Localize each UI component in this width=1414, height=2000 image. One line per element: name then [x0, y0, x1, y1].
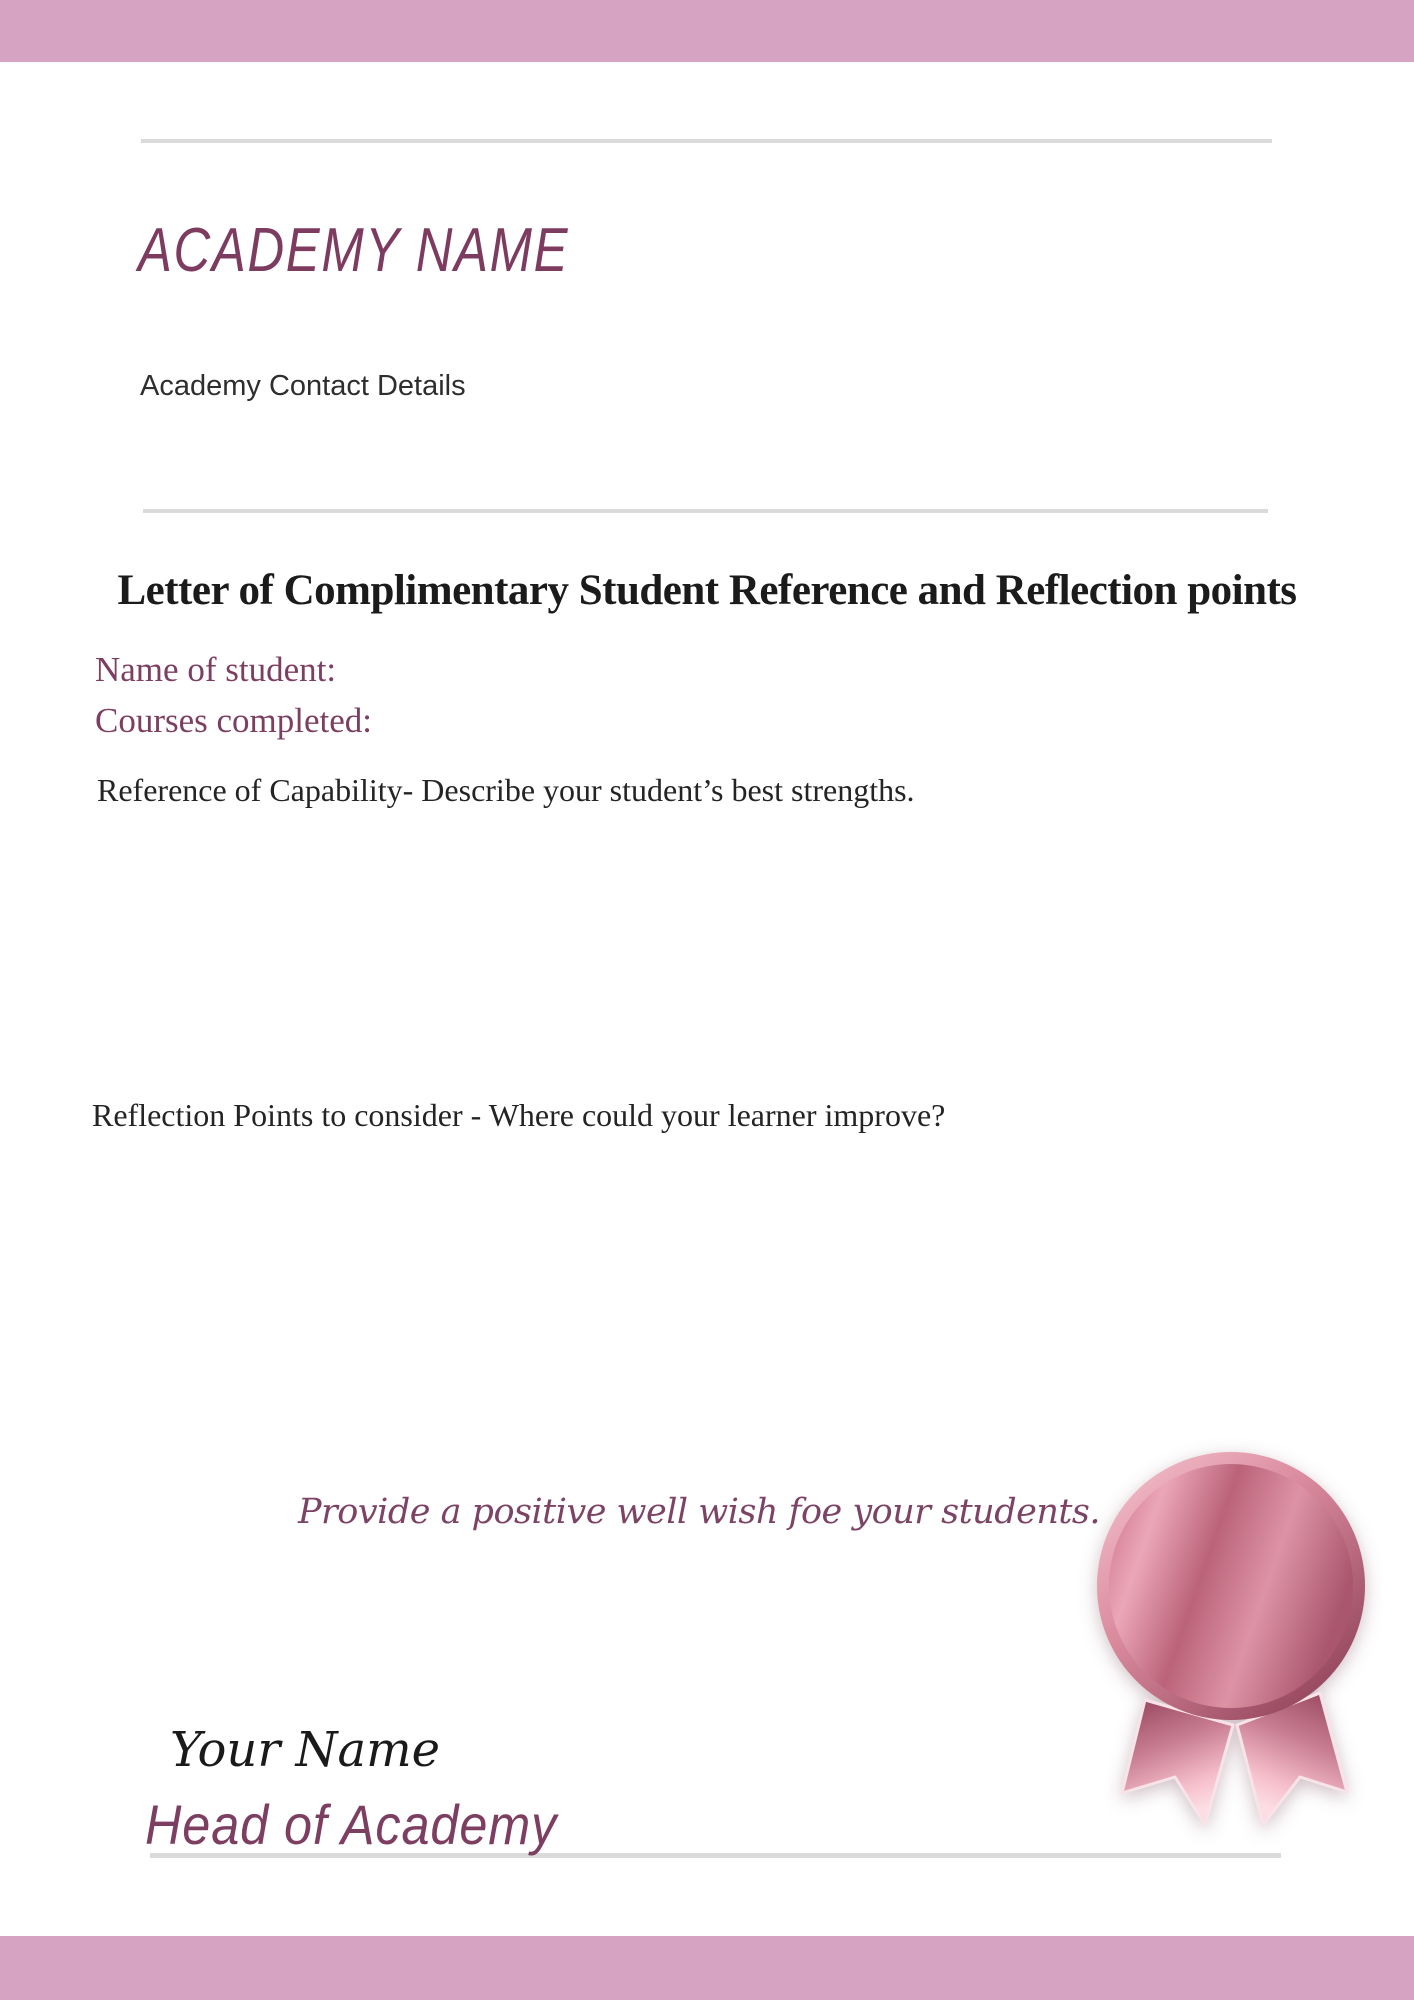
signature-name: Your Name	[170, 1722, 441, 1778]
bottom-accent-band	[0, 1936, 1414, 2000]
reference-of-capability-prompt: Reference of Capability- Describe your student’s best strengths.	[97, 772, 915, 808]
courses-completed-label: Courses completed:	[95, 701, 373, 740]
award-rosette-icon	[1093, 1450, 1369, 1828]
name-of-student-label: Name of student:	[95, 650, 337, 689]
top-accent-band	[0, 0, 1414, 62]
signature-role: Head of Academy	[145, 1793, 558, 1856]
header-top-divider	[141, 139, 1272, 143]
well-wish-script-text: Provide a positive well wish foe your students.	[298, 1492, 1101, 1532]
academy-name-heading: ACADEMY NAME	[138, 216, 570, 285]
academy-contact-details: Academy Contact Details	[140, 370, 466, 402]
header-bottom-divider	[143, 509, 1268, 513]
reflection-points-prompt: Reflection Points to consider - Where could your learner improve?	[92, 1097, 946, 1133]
letter-title: Letter of Complimentary Student Reference and Reflection points	[117, 567, 1297, 614]
